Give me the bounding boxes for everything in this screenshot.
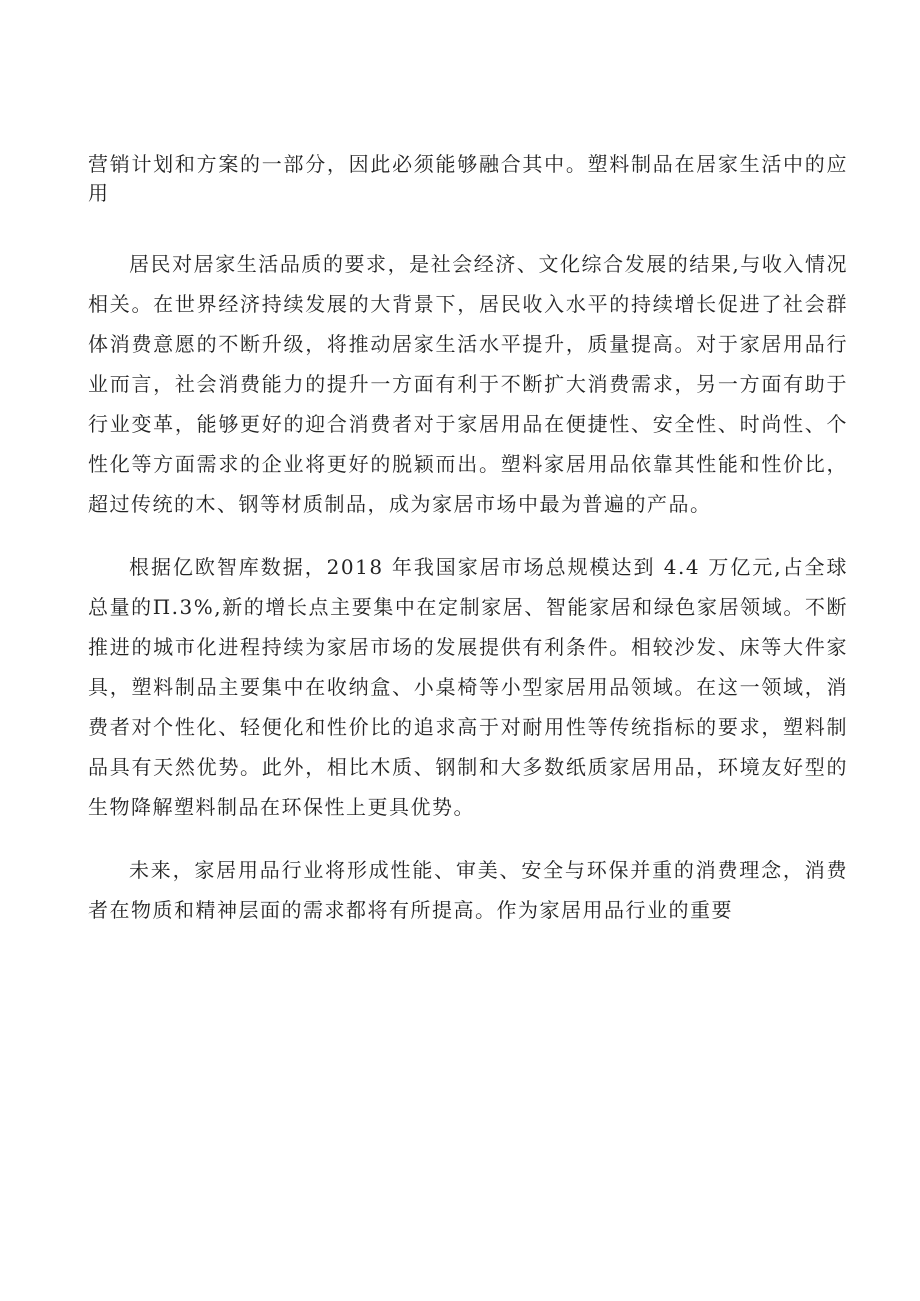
lead-text: 营销计划和方案的一部分，因此必须能够融合其中。塑料制品在居家生活中的应用	[88, 152, 848, 205]
paragraph-household-quality: 居民对居家生活品质的要求，是社会经济、文化综合发展的结果,与收入情况相关。在世界经济持续发展的大背景下，居民收入水平的持续增长促进了社会群体消费意愿的不断升级，将推动居家生活水平提升，质量提高。对于家居用品行业而言，社会消费能力的提升一方面有利于不断扩大消费需求，另一方面有助于行业变革，能够更好的迎合消费者对于家居用品在便捷性、安全性、时尚性、个性化等方面需求的企业将更好的脱颖而出。塑料家居用品依靠其性能和性价比，超过传统的木、钢等材质制品，成为家居市场中最为普遍的产品。	[88, 252, 848, 516]
paragraph-future-trend: 未来，家居用品行业将形成性能、审美、安全与环保并重的消费理念，消费者在物质和精神层面的需求都将有所提高。作为家居用品行业的重要	[88, 858, 848, 922]
paragraph-market-data: 根据亿欧智库数据，2018 年我国家居市场总规模达到 4.4 万亿元,占全球总量的Π.3%,新的增长点主要集中在定制家居、智能家居和绿色家居领域。不断推进的城市化进程持续为家居市场的发展提供有利条件。相较沙发、床等大件家具，塑料制品主要集中在收纳盒、小桌椅等小型家居用品领域。在这一领域，消费者对个性化、轻便化和性价比的追求高于对耐用性等传统指标的要求，塑料制品具有天然优势。此外，相比木质、钢制和大多数纸质家居用品，环境友好型的生物降解塑料制品在环保性上更具优势。	[88, 555, 848, 819]
document-body	[88, 150, 848, 930]
